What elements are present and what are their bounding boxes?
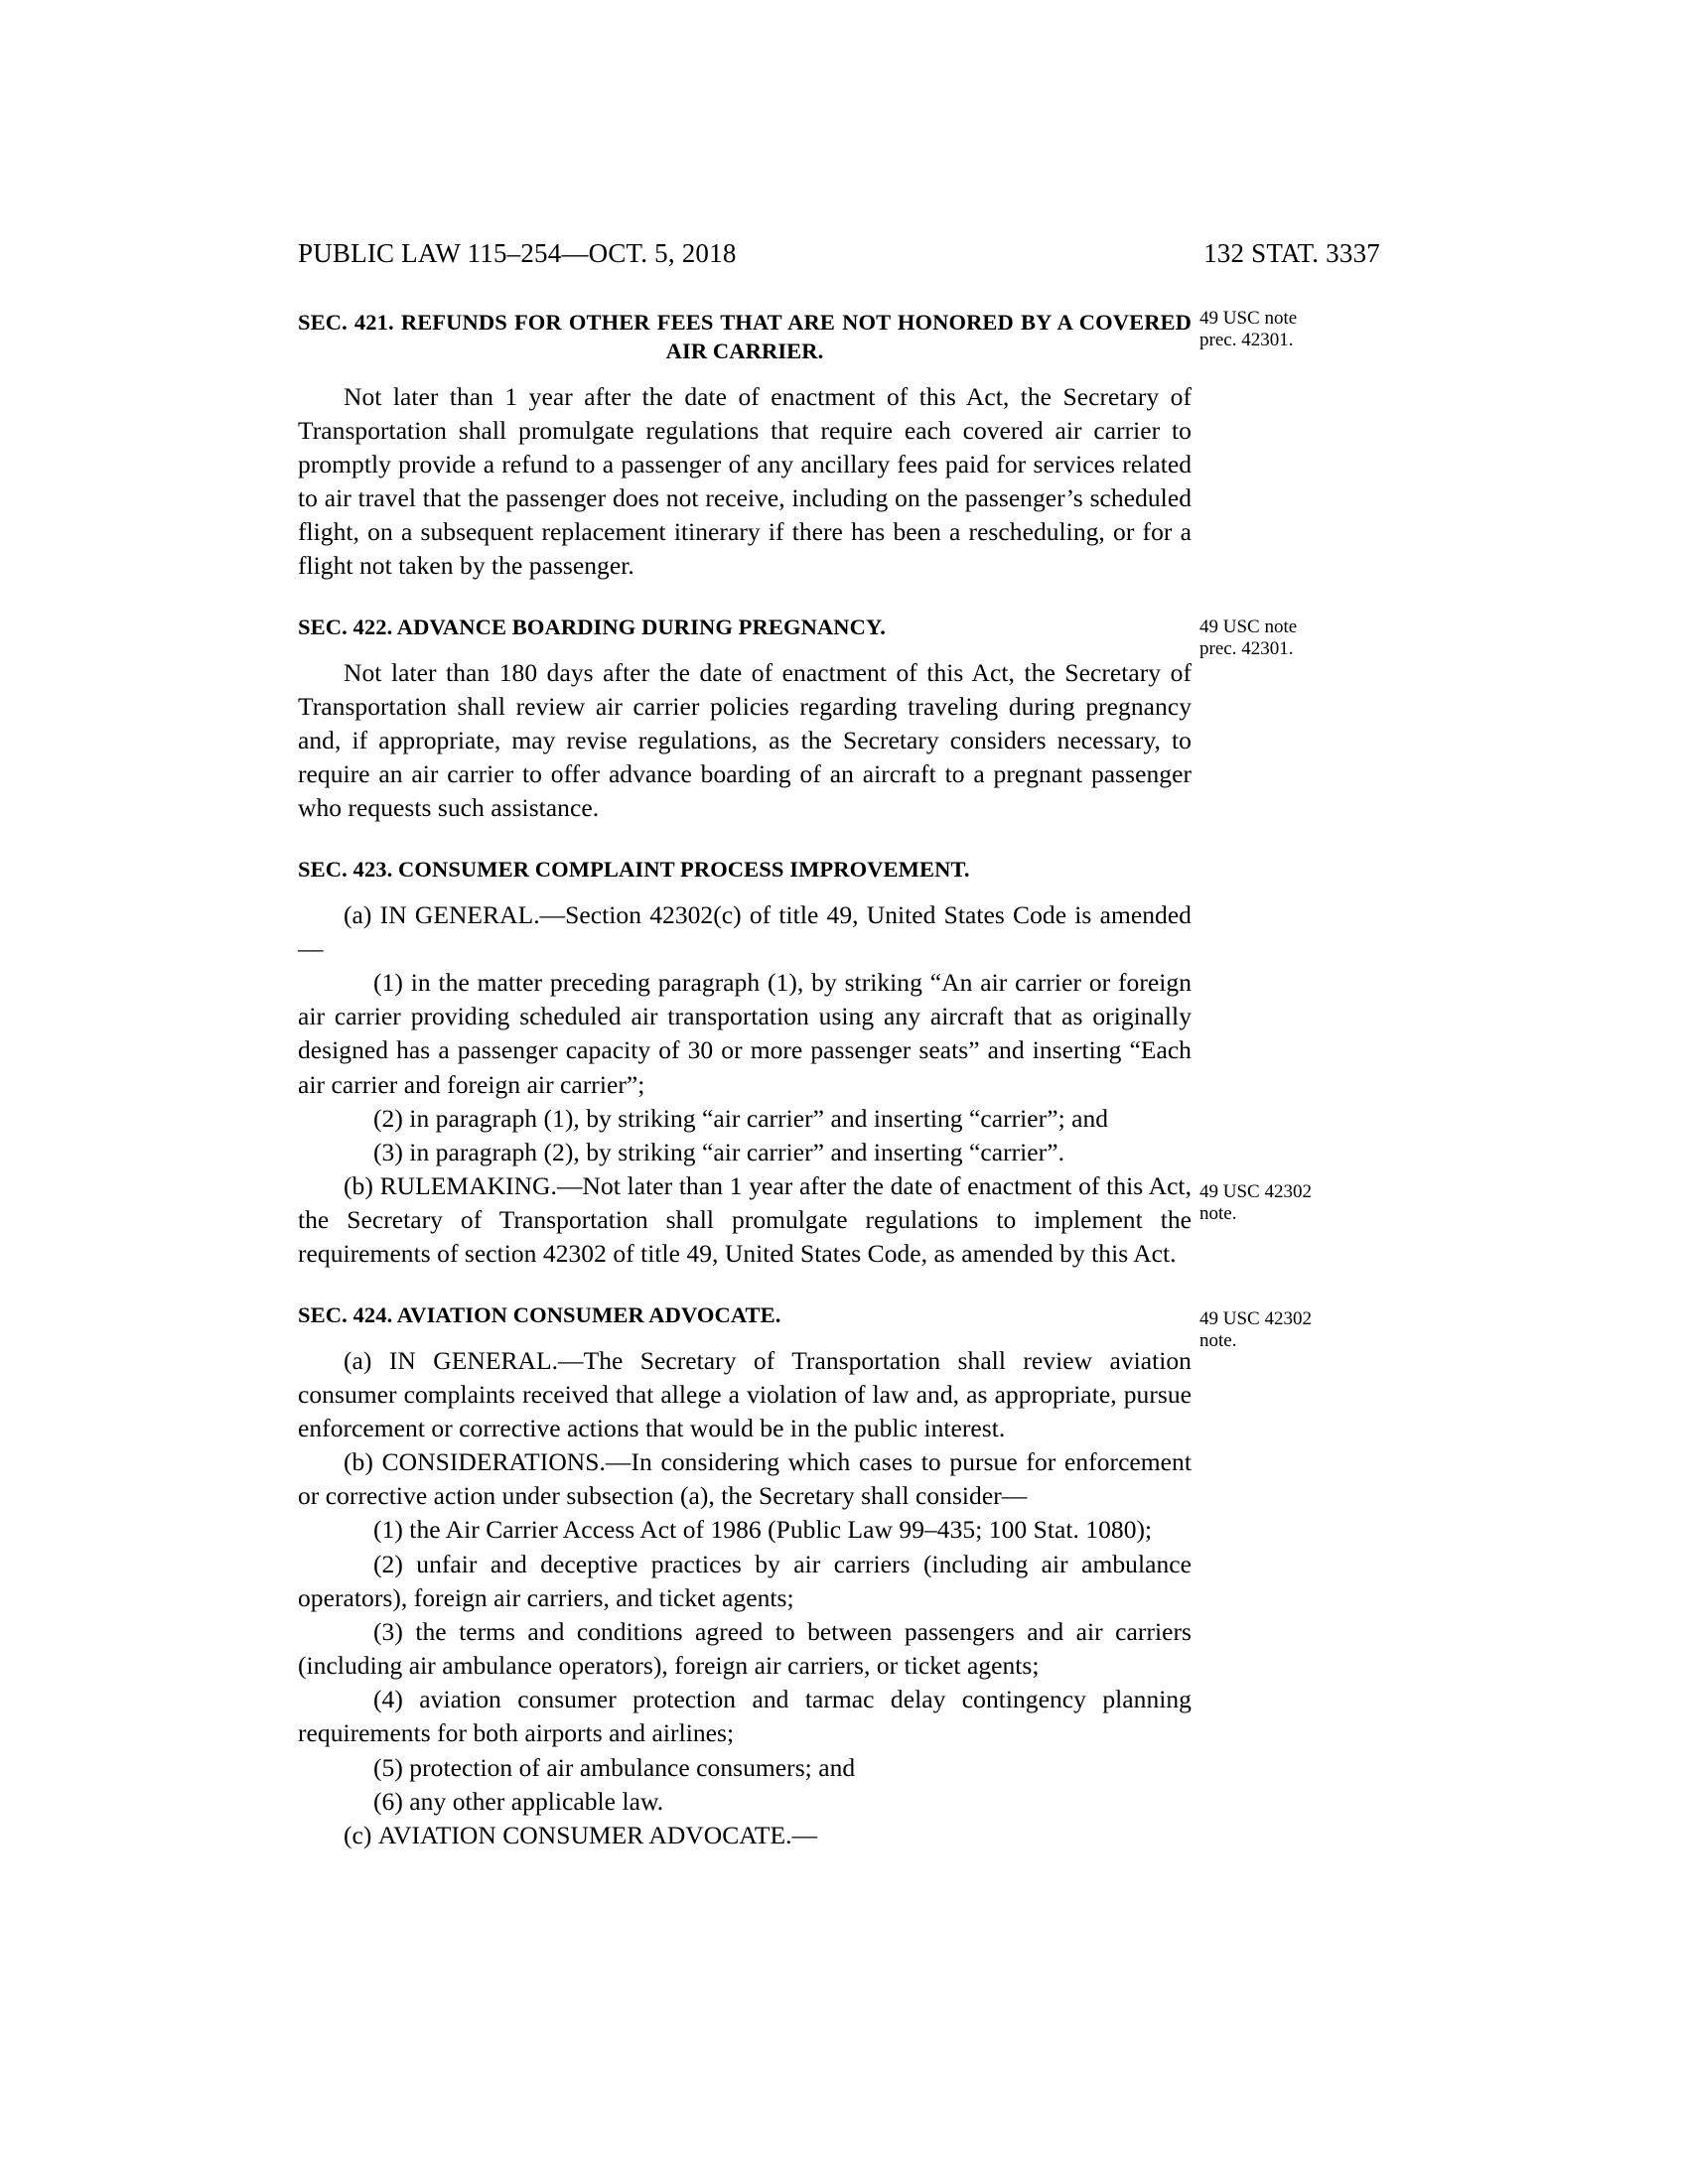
main-text-column [298,308,1192,1852]
sidenote-sec-422 [1199,616,1428,661]
section-424-item-4: (4) aviation consumer protection and tarmac delay contingency planning requirements for both airports and airlines; [298,1685,1192,1748]
section-heading-423: SEC. 423. CONSUMER COMPLAINT PROCESS IMPROVEMENT. [298,857,970,883]
defined-term: CONSIDERATIONS [381,1447,600,1477]
section-424-subsection-c: (c) AVIATION CONSUMER ADVOCATE.— [344,1820,818,1849]
sidenote-sec-423-b [1199,1181,1428,1226]
section-424-item-6: (6) any other applicable law. [373,1786,664,1816]
defined-term: RULEMAKING [379,1170,551,1200]
section-423-subsection-a: (a) IN GENERAL.—Section 42302(c) of title 49, United States Code is amended— [298,899,1192,963]
defined-term: IN GENERAL [388,1345,552,1375]
section-heading-421: SEC. 421. REFUNDS FOR OTHER FEES THAT ARE NOT HONORED BY A COVERED AIR CARRIER. [298,310,1192,364]
sidenote-line-2: note. [1199,1203,1237,1225]
section-423-item-3: (3) in paragraph (2), by striking “air carrier” and inserting “carrier”. [373,1137,1065,1166]
section-421-paragraph-1: Not later than 1 year after the date of enactment of this Act, the Secretary of Transportation shall promulgate regulations that require each covered air carrier to promptly provide a refund to a passenger of any ancillary fees paid for services related to air travel that the passenger does not receive, including on the passenger’s scheduled flight, on a subsequent replacement itinerary if there has been a rescheduling, or for a flight not taken by the passenger. [298,381,1192,581]
section-424-subsection-b: (b) CONSIDERATIONS.—In considering which cases to pursue for enforcement or corrective action under subsection (a), the Secretary shall consider— [298,1447,1192,1511]
running-head-left: PUBLIC LAW 115–254—OCT. 5, 2018 [298,238,737,268]
section-424-item-1: (1) the Air Carrier Access Act of 1986 (Public Law 99–435; 100 Stat. 1080); [373,1515,1153,1545]
sidenote-line-1: 49 USC note [1199,616,1298,637]
section-heading-422: SEC. 422. ADVANCE BOARDING DURING PREGNANCY. [298,614,886,640]
sidenote-line-1: 49 USC note [1199,308,1298,329]
section-424-item-2: (2) unfair and deceptive practices by air carriers (including air ambulance operators), foreign air carriers, and ticket agents; [298,1549,1192,1612]
sidenote-line-2: prec. 42301. [1199,330,1294,351]
section-424-subsection-a: (a) IN GENERAL.—The Secretary of Transportation shall review aviation consumer complaints received that allege a violation of law and, as appropriate, pursue enforcement or corrective actions that would be in the public interest. [298,1345,1192,1442]
sidenote-line-2: note. [1199,1330,1237,1352]
sidenote-sec-424 [1199,1308,1428,1353]
sidenote-line-1: 49 USC 42302 [1199,1181,1312,1202]
section-424-item-3: (3) the terms and conditions agreed to between passengers and air carriers (including air ambulance operators), foreign air carriers, or ticket agents; [298,1616,1192,1681]
section-heading-424: SEC. 424. AVIATION CONSUMER ADVOCATE. [298,1302,781,1328]
running-head [298,238,1390,269]
section-423-item-1: (1) in the matter preceding paragraph (1), by striking “An air carrier or foreign air carrier providing scheduled air transportation using any aircraft that as originally designed has a passenger capacity of 30 or more passenger seats” and inserting “Each air carrier and foreign air carrier”; [298,968,1192,1099]
section-422-paragraph-1: Not later than 180 days after the date of enactment of this Act, the Secretary of Transportation shall review air carrier policies regarding traveling during pregnancy and, if appropriate, may revise regulations, as the Secretary considers necessary, to require an air carrier to offer advance boarding of an aircraft to a pregnant passenger who requests such assistance. [298,657,1192,823]
section-424-item-5: (5) protection of air ambulance consumers; and [373,1752,856,1782]
section-423-subsection-b: (b) RULEMAKING.—Not later than 1 year after the date of enactment of this Act, the Secretary of Transportation shall promulgate regulations to implement the requirements of section 42302 of title 49, United States Code, as amended by this Act. [298,1170,1192,1269]
running-head-right: 132 STAT. 3337 [1203,238,1380,268]
sidenote-line-2: prec. 42301. [1199,638,1294,660]
defined-term: AVIATION CONSUMER ADVOCATE [377,1820,786,1849]
sidenote-sec-421 [1199,308,1428,352]
sidenote-line-1: 49 USC 42302 [1199,1308,1312,1329]
section-423-item-2: (2) in paragraph (1), by striking “air carrier” and inserting “carrier”; and [373,1103,1109,1133]
defined-term: IN GENERAL [379,899,534,929]
